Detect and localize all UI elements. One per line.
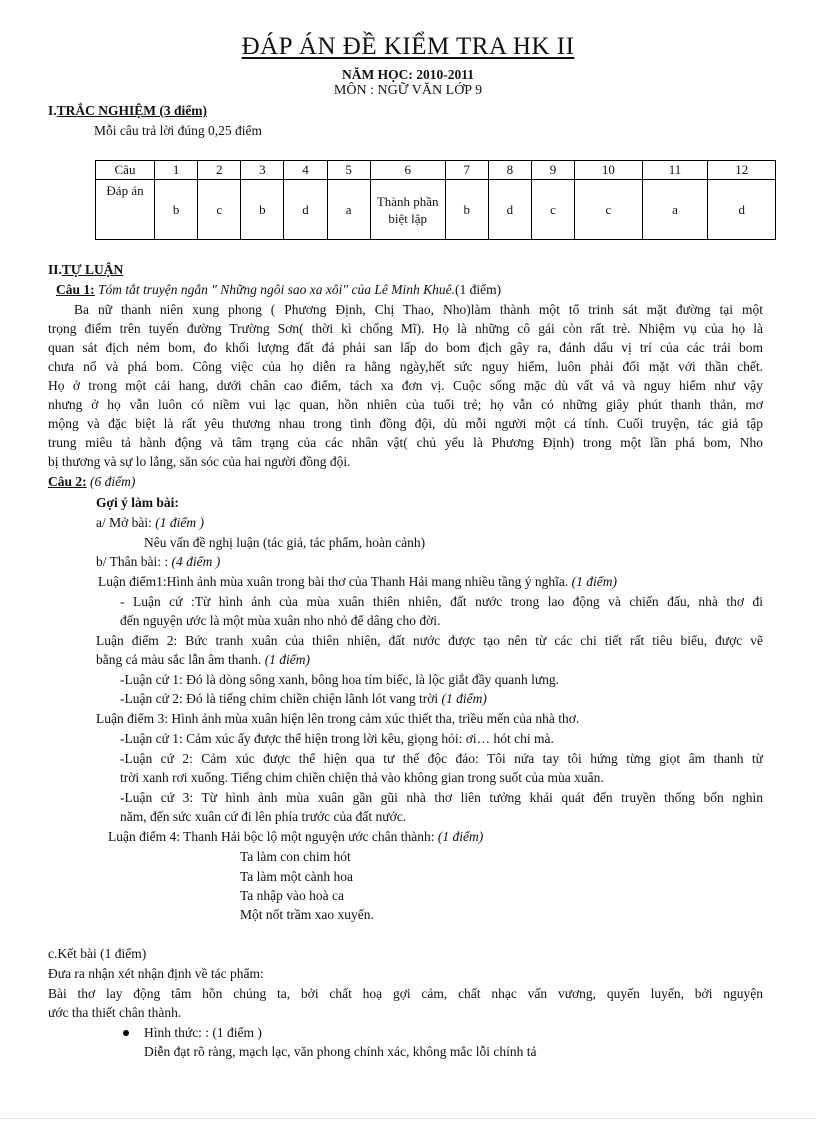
part2-heading-text: TỰ LUẬN [61,262,124,277]
answer-table [95,160,776,240]
table-cell-q: 7 [445,161,488,180]
table-cell-q: 6 [370,161,445,180]
argument-4: Luận điểm 4: Thanh Hải bộc lộ một nguyện ước chân thành: (1 điểm) [108,829,484,844]
part2-heading-prefix: II. [48,262,62,277]
form-text: Diễn đạt rõ ràng, mạch lạc, văn phong chính xác, không mắc lỗi chính tả [144,1044,537,1059]
table-cell-a: Thành phần biệt lập [370,180,445,240]
table-cell-a: b [241,180,284,240]
table-row-answers [96,180,776,240]
q1-paragraph-line: Họ ở trong một cái hang, dưới chân cao điểm, tách xa đơn vị. Cuộc sống mặc dù vất vả và nguy hiểm như vậy [48,378,763,393]
q1-paragraph-line: quan sát địch ném bom, đo khối lượng đất đá phải san lấp do bom địch gây ra, đánh dấu vị trí của các trái bom [48,340,763,355]
table-cell-q: 11 [642,161,708,180]
table-cell-a: b [155,180,198,240]
argument-1-evidence: đến nguyện ước là một mùa xuân nho nhỏ để dâng cho đời. [120,613,441,628]
q1-paragraph-line: mộng và đặc biệt là rất yêu thương nhau trong tình đồng đội, dù mỗi người một cá tính. Cuối truyện, tác giả tập [48,416,763,431]
q1-paragraph-line: chưa nổ và phá bom. Công việc của họ diễn ra hằng ngày,hết sức nguy hiểm, luôn phải đối mặt với thần chết. [48,359,763,374]
argument-3-evidence: năm, đến sức xuân cứ đi lên phía trước của đất nước. [120,809,407,824]
argument-2-evidence: -Luận cứ 2: Đó là tiếng chim chiền chiện lãnh lót vang trời (1 điểm) [120,691,487,706]
table-cell-a: a [642,180,708,240]
argument-1-evidence: - Luận cứ :Từ hình ảnh của mùa xuân thiên nhiên, đất nước trong lao động và chiến đấu, nhà thơ đi [120,594,763,609]
table-cell-a: c [531,180,574,240]
table-cell-a: a [327,180,370,240]
question-2-label: Câu 2: [48,474,87,489]
table-cell-q: 5 [327,161,370,180]
poem-line: Ta nhập vào hoà ca [240,888,345,903]
guide-title: Gợi ý làm bài: [96,495,179,510]
table-cell-q: 1 [155,161,198,180]
part1-heading-text: TRẮC NGHIỆM (3 điểm) [56,103,208,118]
q1-paragraph-line: trung miêu tả hành động và tâm trạng của các nhân vật( chủ yếu là Phương Định) trong một lần phá bom, Nho [48,435,763,450]
table-header-cell: Đáp án [96,180,155,240]
table-cell-a: c [575,180,643,240]
argument-3-evidence: trời xanh rơi xuống. Tiếng chim chiền chiện thả vào không gian trong suốt của mùa xuân. [120,770,604,785]
bullet-icon [123,1030,129,1036]
table-cell-q: 9 [531,161,574,180]
argument-3-evidence: -Luận cứ 2: Cảm xúc được thể hiện qua tư thế độc đáo: Tôi nứa tay tôi hứng từng giọt âm thanh từ [120,751,763,766]
table-cell-a: c [198,180,241,240]
poem-line: Ta làm con chim hót [240,849,351,864]
table-cell-a: d [284,180,327,240]
part1-note: Mỗi câu trả lời đúng 0,25 điểm [94,123,262,138]
conclusion-label: c.Kết bài (1 điểm) [48,946,147,961]
table-cell-q: 12 [708,161,776,180]
argument-3-evidence: -Luận cứ 1: Cảm xúc ấy được thể hiện trong lời kêu, giọng hỏi: ơi… hót chi mà. [120,731,554,746]
q1-paragraph-line: bị thương và sự lo lắng, săn sóc của hai người đồng đội. [48,454,351,469]
argument-2: Luận điểm 2: Bức tranh xuân của thiên nhiên, đất nước được tạo nên từ các chi tiết rất tiêu biểu, được vẽ [96,633,763,648]
question-1-prompt: Tóm tắt truyện ngắn " Những ngôi sao xa xôi" của Lê Minh Khuê. [98,282,455,297]
table-header-cell: Câu [96,161,155,180]
table-cell-q: 2 [198,161,241,180]
conclusion-line: ước tha thiết chân thành. [48,1005,182,1020]
question-1-label: Câu 1: [56,282,95,297]
question-1-header [56,281,501,299]
poem-line: Ta làm một cành hoa [240,869,354,884]
argument-3-evidence: -Luận cứ 3: Từ hình ảnh mùa xuân gần gũi nhà thơ liên tưởng khái quát đến truyền thống bốn nghìn [120,790,763,805]
q1-paragraph-line: trọng điểm trên tuyến đường Trường Sơn( thời kì chống Mĩ). Họ là những cô gái còn rất trẻ. Nhiệm vụ của họ là [48,321,763,336]
table-cell-a: d [488,180,531,240]
part2-heading [48,261,123,279]
table-cell-q: 3 [241,161,284,180]
question-2-points: (6 điểm) [90,474,136,489]
conclusion-line: Đưa ra nhận xét nhận định về tác phẩm: [48,966,264,981]
table-cell-q: 8 [488,161,531,180]
form-label: Hình thức: : (1 điểm ) [144,1025,262,1040]
table-cell-a: d [708,180,776,240]
school-year: NĂM HỌC: 2010-2011 [342,67,474,82]
q1-paragraph-line: Ba nữ thanh niên xung phong ( Phương Định, Chị Thao, Nho)làm thành một tổ trinh sát mặt đường tại một [74,302,763,317]
table-cell-q: 10 [575,161,643,180]
argument-2: bằng cả màu sắc lẫn âm thanh. (1 điểm) [96,652,311,667]
argument-3: Luận điểm 3: Hình ảnh mùa xuân hiện lên trong cảm xúc thiết tha, triều mến của nhà thơ. [96,711,580,726]
argument-1: Luận điểm1:Hình ảnh mùa xuân trong bài thơ của Thanh Hải mang nhiều tầng ý nghĩa. (1 điểm) [98,574,618,589]
argument-2-evidence: -Luận cứ 1: Đó là dòng sông xanh, bông hoa tím biếc, là lộc giắt đầy quanh lưng. [120,672,560,687]
subject-line: MÔN : NGỮ VĂN LỚP 9 [333,83,483,98]
table-cell-q: 4 [284,161,327,180]
intro-label: a/ Mở bài: (1 điểm ) [96,515,204,530]
body-label: b/ Thân bài: : (4 điểm ) [96,554,221,569]
conclusion-line: Bài thơ lay động tâm hồn chúng ta, bởi chất hoạ gợi cảm, chất nhạc vấn vương, quyến luyến, bởi nguyện [48,986,763,1001]
part1-heading [48,102,207,120]
document-title: ĐÁP ÁN ĐỀ KIỂM TRA HK II [241,33,575,60]
intro-content: Nêu vấn đề nghị luận (tác giả, tác phẩm, hoàn cảnh) [144,535,426,550]
part1-heading-prefix: I. [48,103,57,118]
question-2-header [48,473,135,491]
q1-paragraph-line: nhưng ở họ vẫn luôn có niềm vui lạc quan, hồn nhiên của tuổi trẻ; họ vẫn có những giây phút thanh thản, mơ [48,397,763,412]
page-bottom-divider [0,1118,816,1119]
question-1-points: (1 điểm) [454,282,502,297]
poem-line: Một nốt trầm xao xuyến. [240,907,374,922]
table-row-questions [96,161,776,180]
table-cell-a: b [445,180,488,240]
